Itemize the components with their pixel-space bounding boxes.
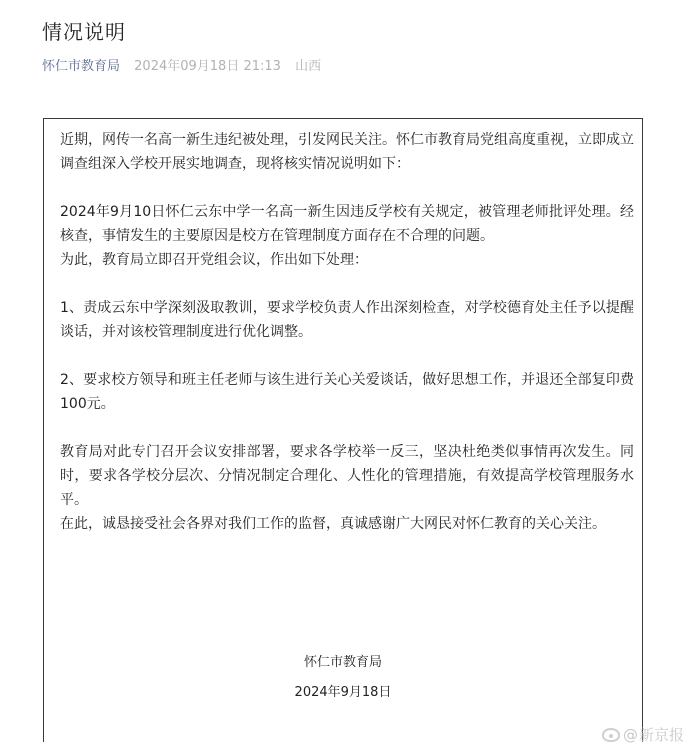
watermark-at: @ xyxy=(622,725,638,744)
account-name-link[interactable]: 怀仁市教育局 xyxy=(42,59,121,74)
letter-paragraph-followup: 教育局对此专门召开会议安排部署，要求各学校举一反三，坚决杜绝类似事情再次发生。同时，要求各学校分层次、分情况制定合理化、人性化的管理措施，有效提高学校管理服务水平。 xyxy=(60,444,634,508)
article-meta xyxy=(42,58,321,76)
publish-location: 山西 xyxy=(295,59,322,74)
publish-datetime: 2024年09月18日 21:13 xyxy=(134,59,281,74)
letter-paragraph-intro: 近期，网传一名高一新生违纪被处理，引发网民关注。怀仁市教育局党组高度重视，立即成立调查组深入学校开展实地调查，现将核实情况说明如下： xyxy=(60,132,634,172)
letter-paragraph-incident: 2024年9月10日怀仁云东中学一名高一新生因违反学校有关规定，被管理老师批评处理。经核查，事情发生的主要原因是校方在管理制度方面存在不合理的问题。 xyxy=(60,204,634,244)
letter-paragraph-measure-1: 1、责成云东中学深刻汲取教训，要求学校负责人作出深刻检查，对学校德育处主任予以提醒谈话，并对该校管理制度进行优化调整。 xyxy=(60,300,634,340)
letter-paragraph-measure-2: 2、要求校方领导和班主任老师与该生进行关心关爱谈话，做好思想工作，并退还全部复印费100元。 xyxy=(60,372,634,412)
watermark-text: 新京报 xyxy=(638,726,684,744)
signature-name: 怀仁市教育局 xyxy=(303,655,382,670)
signature-date: 2024年9月18日 xyxy=(294,685,392,700)
letter-paragraph-decision: 为此，教育局立即召开党组会议，作出如下处理： xyxy=(60,252,368,268)
weibo-icon xyxy=(602,728,620,742)
watermark xyxy=(602,724,684,745)
article-title: 情况说明 xyxy=(42,20,126,44)
letter-paragraph-closing: 在此，诚恳接受社会各界对我们工作的监督，真诚感谢广大网民对怀仁教育的关心关注。 xyxy=(60,516,606,532)
letter-body xyxy=(60,128,634,536)
